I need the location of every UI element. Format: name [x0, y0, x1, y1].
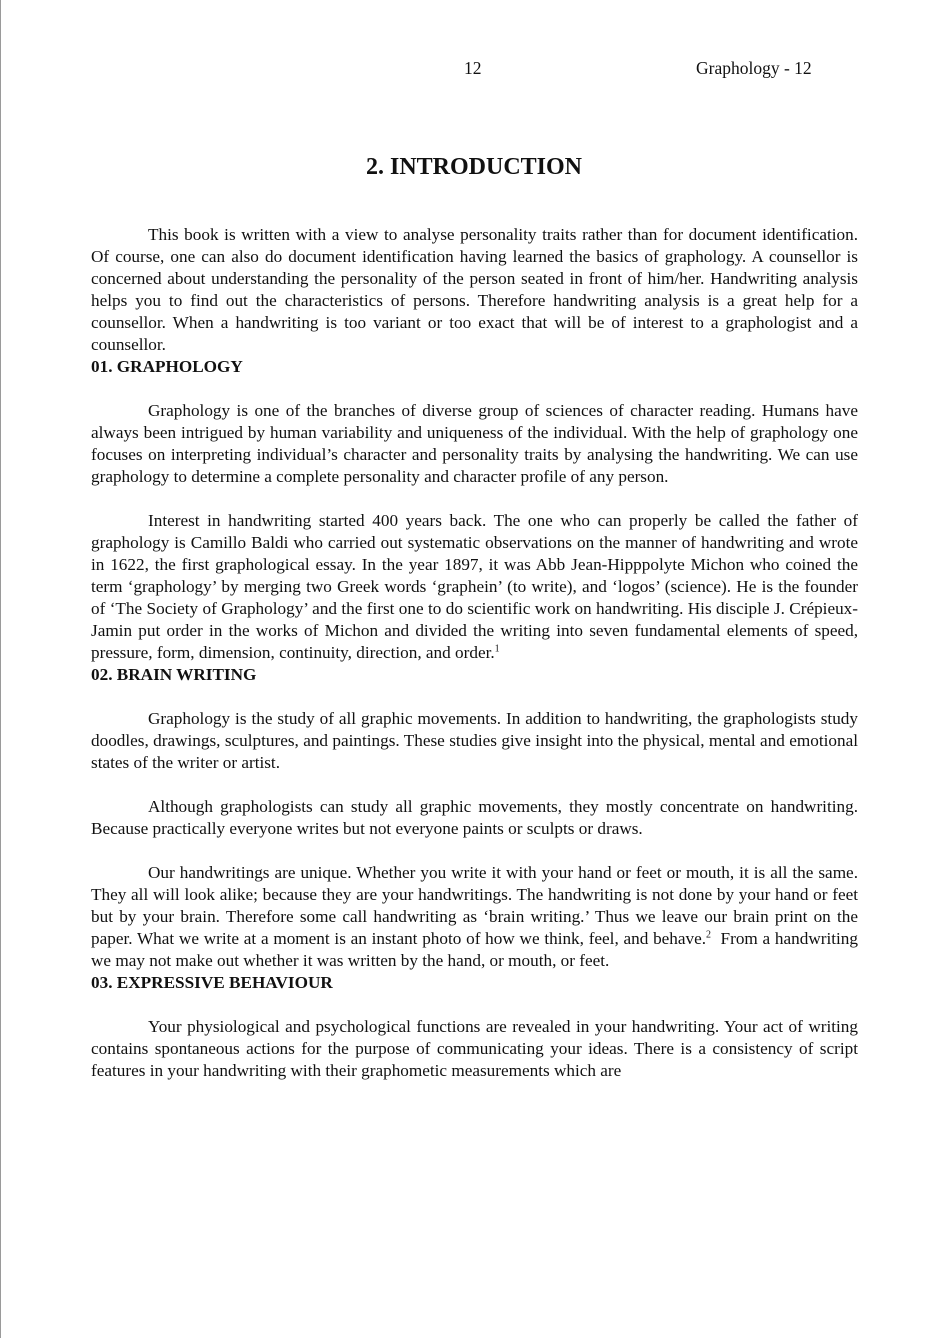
footnote-reference-1[interactable]: 1 [494, 643, 500, 655]
section-heading-expressive-behaviour: 03. EXPRESSIVE BEHAVIOUR [91, 973, 333, 992]
graphology-paragraph-1: Graphology is one of the branches of diverse group of sciences of character reading. Humans have always been intrigued by human variability and uniqueness of the individual. With the help of graphology one focuses on interpreting individual’s character and personality traits by analysing the handwriting. We can use graphology to determine a complete personality and character profile of any person. [91, 401, 858, 486]
header-running-title: Graphology - 12 [696, 58, 812, 78]
graphology-paragraph-2 [91, 510, 858, 664]
brain-writing-paragraph-2: Although graphologists can study all graphic movements, they mostly concentrate on handwriting. Because practically everyone writes but not everyone paints or sculpts or draws. [91, 797, 858, 838]
footnote-reference-2[interactable]: 2 [706, 929, 712, 941]
section-heading-brain-writing: 02. BRAIN WRITING [91, 665, 257, 684]
section-heading-graphology: 01. GRAPHOLOGY [91, 357, 243, 376]
brain-writing-paragraph-3-text-a: Our handwritings are unique. Whether you write it with your hand or feet or mouth, it is all the same. They all will look alike; because they are your handwritings. The handwriting is not done by your hand or feet but by your brain. Therefore some call handwriting as ‘brain writing.’ Thus we leave our brain print on the paper. What we write at a moment is an instant photo of how we think, feel, and behave. [91, 863, 858, 948]
brain-writing-paragraph-3 [91, 862, 863, 972]
chapter-title: 2. INTRODUCTION [365, 154, 583, 180]
body-content [91, 224, 863, 1082]
intro-paragraph: This book is written with a view to analyse personality traits rather than for document identification. Of course, one can also do document identification having learned the basics of graphology. A counsellor is concerned about understanding the personality of the person seated in front of him/her. Handwriting analysis helps you to find out the characteristics of persons. Therefore handwriting analysis is a great help for a counsellor. When a handwriting is too variant or too exact that will be of interest to a graphologist and a counsellor. [91, 225, 858, 354]
graphology-paragraph-2-text: Interest in handwriting started 400 years back. The one who can properly be called the father of graphology is Camillo Baldi who carried out systematic observations on the manner of handwriting and wrote in 1622, the first graphological essay. In the year 1897, it was Abb Jean-Hipppolyte Michon who coined the term ‘graphology’ by merging two Greek words ‘graphein’ (to write), and ‘logos’ (science). He is the founder of ‘The Society of Graphology’ and the first one to do scientific work on handwriting. His disciple J. Crépieux-Jamin put order in the works of Michon and divided the writing into seven fundamental elements of speed, pressure, form, dimension, continuity, direction, and order. [91, 511, 858, 662]
brain-writing-paragraph-3-text-b: From a handwriting we may not make out whether it was written by the hand, or mouth, or feet. [91, 929, 863, 970]
expressive-behaviour-paragraph-1: Your physiological and psychological functions are revealed in your handwriting. Your act of writing contains spontaneous actions for the purpose of communicating your ideas. There is a consistency of script features in your handwriting with their graphometic measurements which are [91, 1017, 858, 1080]
brain-writing-paragraph-1: Graphology is the study of all graphic movements. In addition to handwriting, the graphologists study doodles, drawings, sculptures, and paintings. These studies give insight into the physical, mental and emotional states of the writer or artist. [91, 709, 858, 772]
header-page-number: 12 [464, 58, 482, 78]
